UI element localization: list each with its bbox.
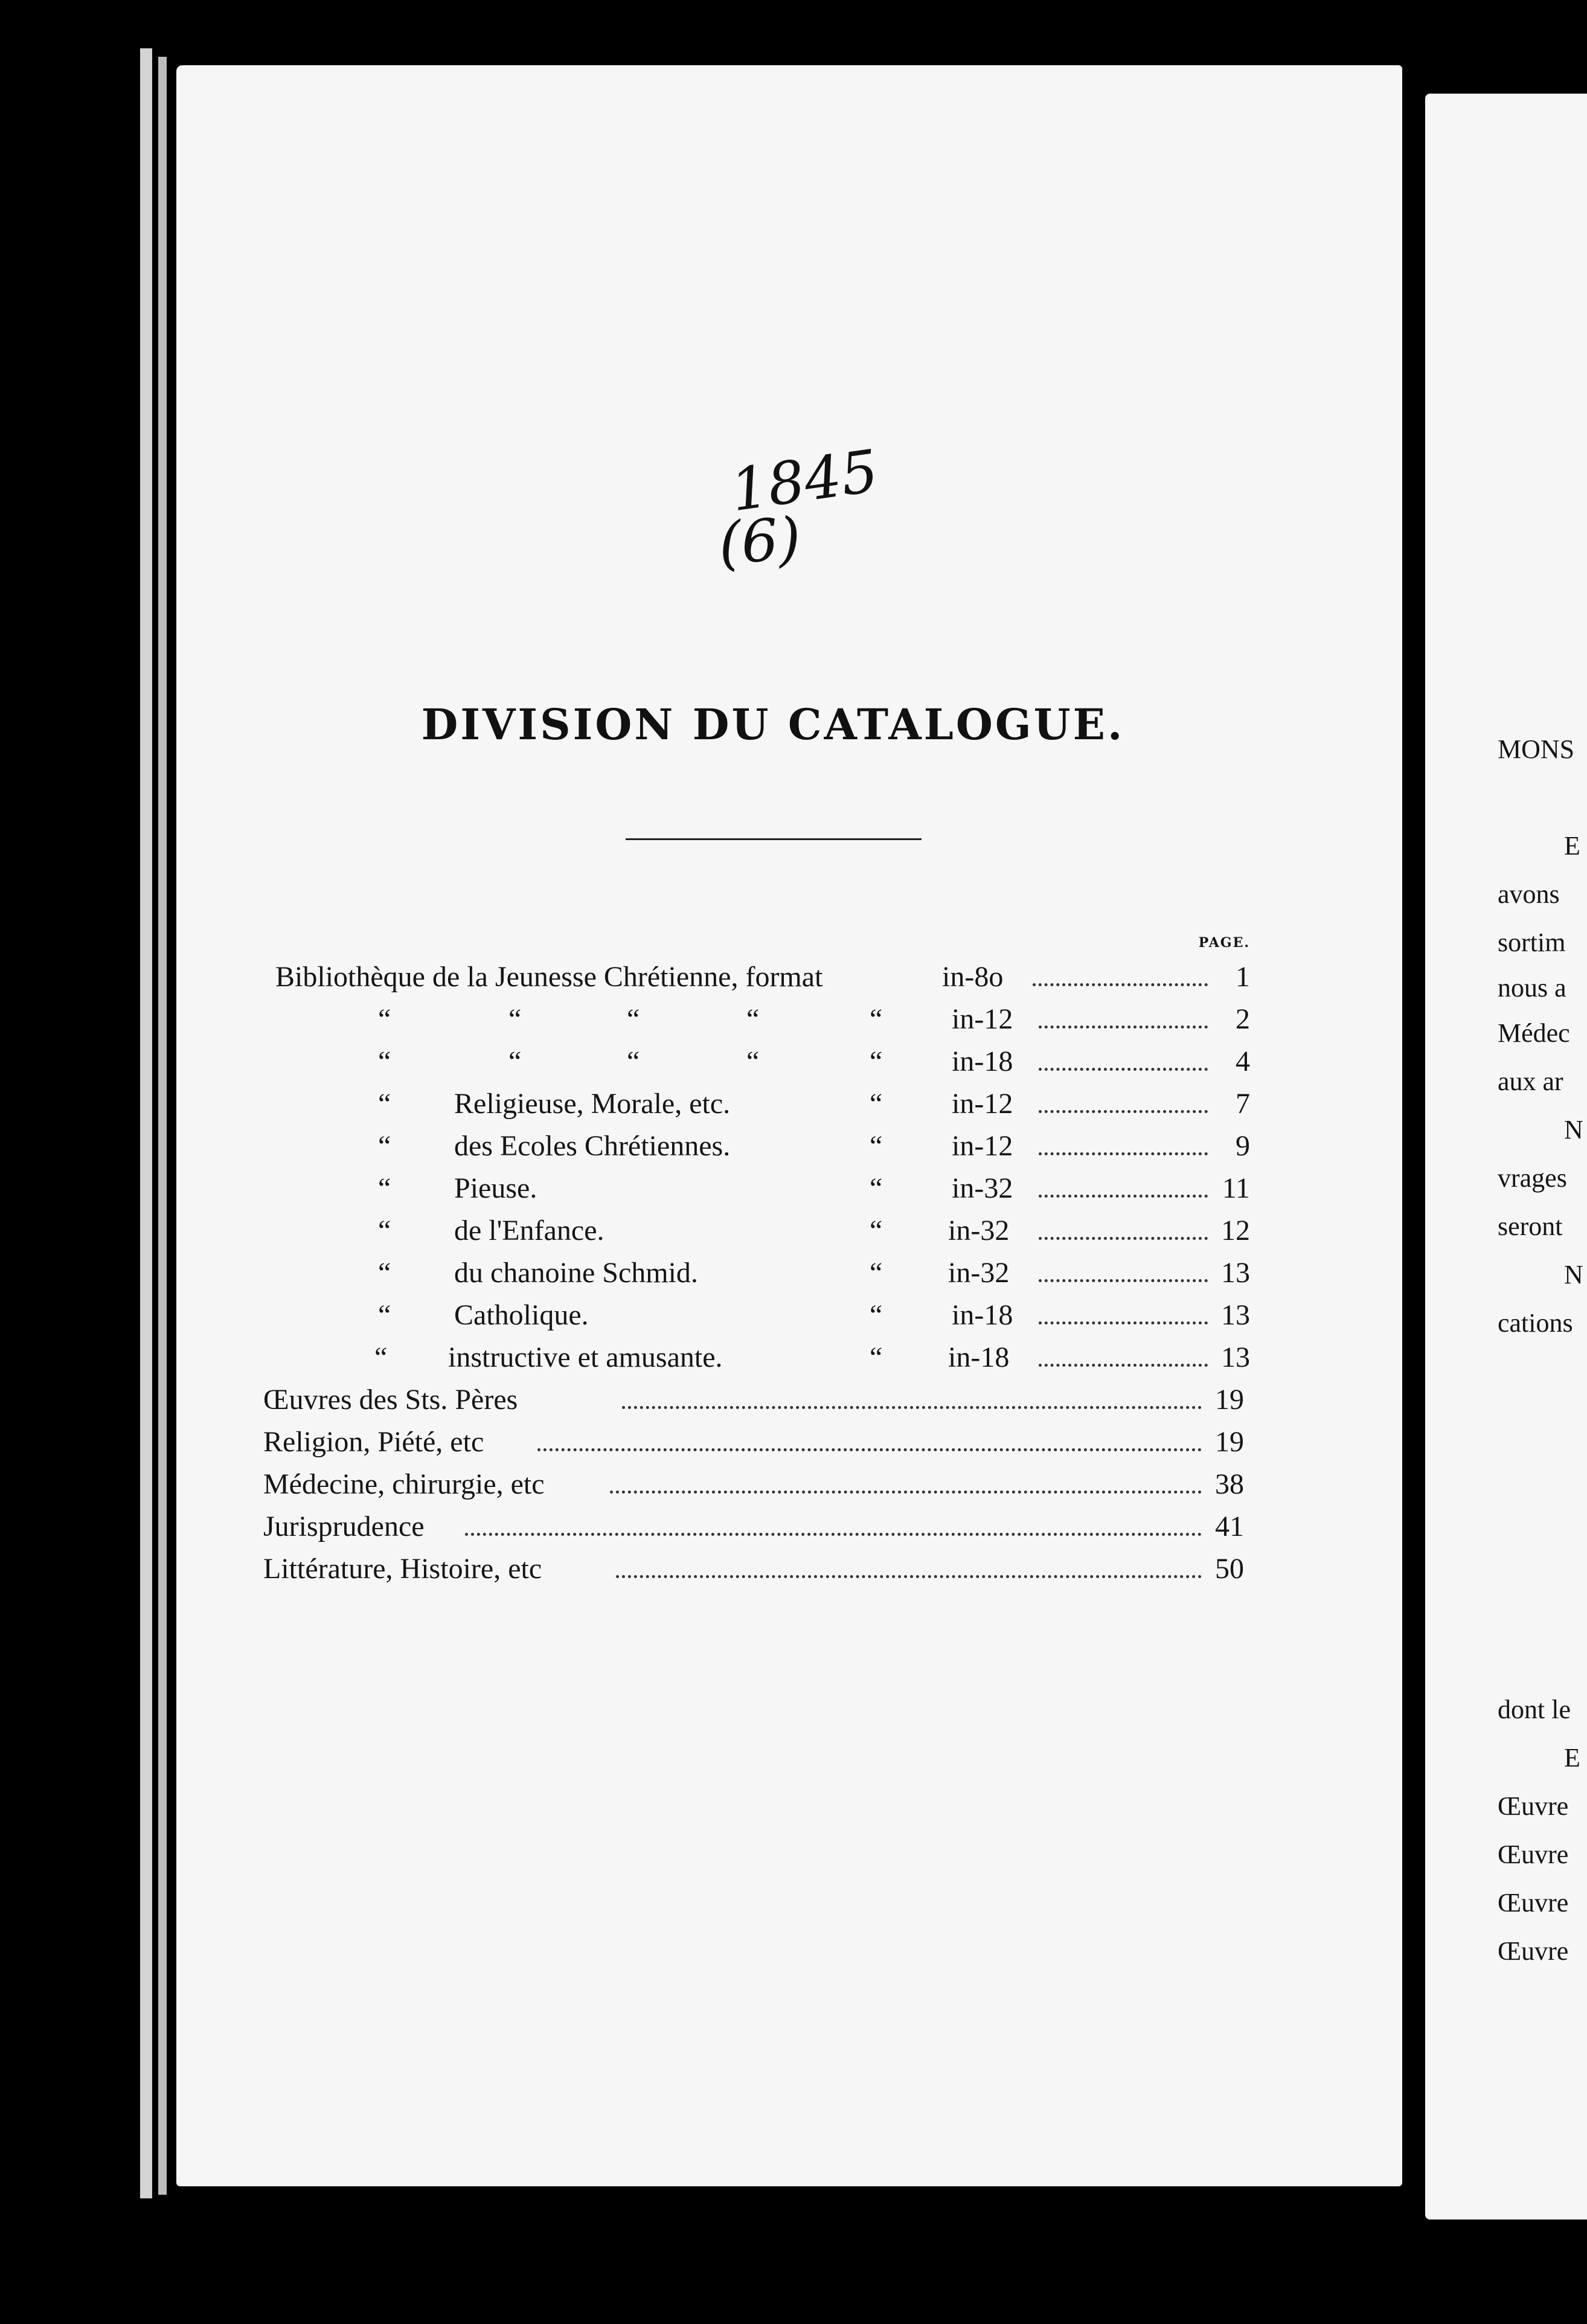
ditto-mark: “ <box>378 1215 391 1247</box>
right-page-text: Œuvre <box>1498 1840 1569 1869</box>
ditto-mark: “ <box>746 1045 760 1077</box>
toc-label: Œuvres des Sts. Pères <box>263 1384 518 1416</box>
right-page-text: Œuvre <box>1498 1791 1569 1821</box>
toc-row <box>260 960 1274 999</box>
handwritten-annotation <box>707 437 882 580</box>
toc-row <box>260 1468 1274 1506</box>
page-title: DIVISION DU CATALOGUE. <box>421 699 1125 750</box>
toc-label: de l'Enfance. <box>454 1215 604 1247</box>
toc-page: 19 <box>1215 1384 1244 1416</box>
ditto-mark: “ <box>378 1257 391 1289</box>
page-column-header: PAGE. <box>1198 935 1250 951</box>
toc-row <box>260 1383 1274 1422</box>
right-page-text: MONS <box>1498 734 1575 764</box>
handwritten-number: (6) <box>716 504 803 578</box>
ditto-mark: “ <box>870 1299 883 1331</box>
toc-format: in-12 <box>952 1003 1013 1035</box>
toc-format: in-18 <box>952 1045 1013 1077</box>
toc-label: Pieuse. <box>454 1172 537 1204</box>
ditto-mark: “ <box>870 1257 883 1289</box>
toc-label: des Ecoles Chrétiennes. <box>454 1130 731 1162</box>
leader-dots <box>1039 1104 1208 1113</box>
right-page-text: sortim <box>1498 928 1566 957</box>
right-page-text: dont le <box>1498 1695 1571 1724</box>
right-page-text: vrages <box>1498 1163 1567 1193</box>
toc-row <box>260 1552 1274 1591</box>
toc-row <box>260 1003 1274 1041</box>
toc-row <box>260 1510 1274 1549</box>
leader-dots <box>1039 1146 1208 1155</box>
toc-label: Médecine, chirurgie, etc <box>263 1468 545 1500</box>
toc-label: instructive et amusante. <box>448 1341 723 1373</box>
toc-label: du chanoine Schmid. <box>454 1257 698 1289</box>
toc-page: 11 <box>1222 1172 1250 1204</box>
toc-format: in-32 <box>948 1257 1010 1289</box>
right-page-text: seront <box>1498 1212 1563 1241</box>
leader-dots <box>1039 1062 1208 1071</box>
right-page-text: E <box>1564 831 1580 861</box>
toc-row <box>260 1425 1274 1464</box>
ditto-mark: “ <box>746 1003 760 1035</box>
toc-row <box>260 1129 1274 1168</box>
left-page-edge <box>140 48 152 2198</box>
toc-format: in-32 <box>952 1172 1013 1204</box>
ditto-mark: “ <box>378 1045 391 1077</box>
right-page-text: N <box>1564 1260 1583 1289</box>
right-page-text: N <box>1564 1115 1583 1144</box>
ditto-mark: “ <box>508 1045 522 1077</box>
toc-page: 9 <box>1236 1130 1250 1162</box>
right-page-text: Œuvre <box>1498 1888 1569 1918</box>
leader-dots <box>1039 1019 1208 1029</box>
right-page-text: Médec <box>1498 1018 1570 1048</box>
toc-page: 1 <box>1236 961 1250 993</box>
ditto-mark: “ <box>627 1045 640 1077</box>
ditto-mark: “ <box>870 1130 883 1162</box>
left-page-edge-inner <box>158 57 167 2195</box>
toc-page: 41 <box>1215 1510 1244 1542</box>
ditto-mark: “ <box>374 1341 388 1373</box>
ditto-mark: “ <box>378 1299 391 1331</box>
toc-row <box>260 1045 1274 1083</box>
toc-page: 13 <box>1221 1299 1250 1331</box>
toc-page: 7 <box>1236 1088 1250 1120</box>
ditto-mark: “ <box>378 1172 391 1204</box>
ditto-mark: “ <box>870 1088 883 1120</box>
toc-format: in-8o <box>942 961 1004 993</box>
ditto-mark: “ <box>378 1130 391 1162</box>
toc-label: Jurisprudence <box>263 1510 425 1542</box>
toc-format: in-18 <box>952 1299 1013 1331</box>
ditto-mark: “ <box>870 1045 883 1077</box>
toc-page: 13 <box>1221 1341 1250 1373</box>
right-page-text: Œuvre <box>1498 1936 1569 1966</box>
toc-label: Bibliothèque de la Jeunesse Chrétienne, format <box>275 961 823 993</box>
toc-row <box>260 1172 1274 1210</box>
toc-page: 50 <box>1215 1553 1244 1585</box>
ditto-mark: “ <box>870 1341 883 1373</box>
left-page <box>176 65 1402 2186</box>
leader-dots <box>616 1569 1202 1578</box>
toc-format: in-12 <box>952 1088 1013 1120</box>
leader-dots <box>1039 1231 1208 1240</box>
toc-page: 38 <box>1215 1468 1244 1500</box>
ditto-mark: “ <box>627 1003 640 1035</box>
ditto-mark: “ <box>508 1003 522 1035</box>
toc-format: in-32 <box>948 1215 1010 1247</box>
toc-page: 19 <box>1215 1426 1244 1458</box>
leader-dots <box>537 1442 1202 1451</box>
leader-dots <box>1033 977 1208 986</box>
toc-page: 4 <box>1236 1045 1250 1077</box>
ditto-mark: “ <box>870 1172 883 1204</box>
leader-dots <box>610 1485 1202 1494</box>
ditto-mark: “ <box>870 1003 883 1035</box>
toc-format: in-18 <box>948 1341 1010 1373</box>
right-page-fragment <box>1425 94 1587 2220</box>
toc-row <box>260 1087 1274 1126</box>
ditto-mark: “ <box>870 1215 883 1247</box>
leader-dots <box>622 1400 1202 1409</box>
toc-label: Catholique. <box>454 1299 589 1331</box>
ditto-mark: “ <box>378 1088 391 1120</box>
handwritten-year: 1845 <box>726 437 882 525</box>
right-page-text: cations <box>1498 1308 1573 1338</box>
leader-dots <box>465 1527 1202 1536</box>
toc-label: Religieuse, Morale, etc. <box>454 1088 731 1120</box>
leader-dots <box>1039 1358 1208 1367</box>
toc-row <box>260 1298 1274 1337</box>
toc-page: 2 <box>1236 1003 1250 1035</box>
toc-page: 12 <box>1221 1215 1250 1247</box>
ditto-mark: “ <box>378 1003 391 1035</box>
toc-row <box>260 1341 1274 1379</box>
toc-row <box>260 1214 1274 1253</box>
title-rule <box>626 838 922 840</box>
toc-label: Religion, Piété, etc <box>263 1426 484 1458</box>
right-page-text: E <box>1564 1743 1580 1773</box>
leader-dots <box>1039 1189 1208 1198</box>
leader-dots <box>1039 1273 1208 1282</box>
toc-page: 13 <box>1221 1257 1250 1289</box>
leader-dots <box>1039 1315 1208 1324</box>
toc-format: in-12 <box>952 1130 1013 1162</box>
right-page-text: aux ar <box>1498 1067 1563 1096</box>
right-page-text: avons <box>1498 879 1560 909</box>
toc-row <box>260 1256 1274 1295</box>
toc-label: Littérature, Histoire, etc <box>263 1553 542 1585</box>
right-page-text: nous a <box>1498 973 1566 1003</box>
